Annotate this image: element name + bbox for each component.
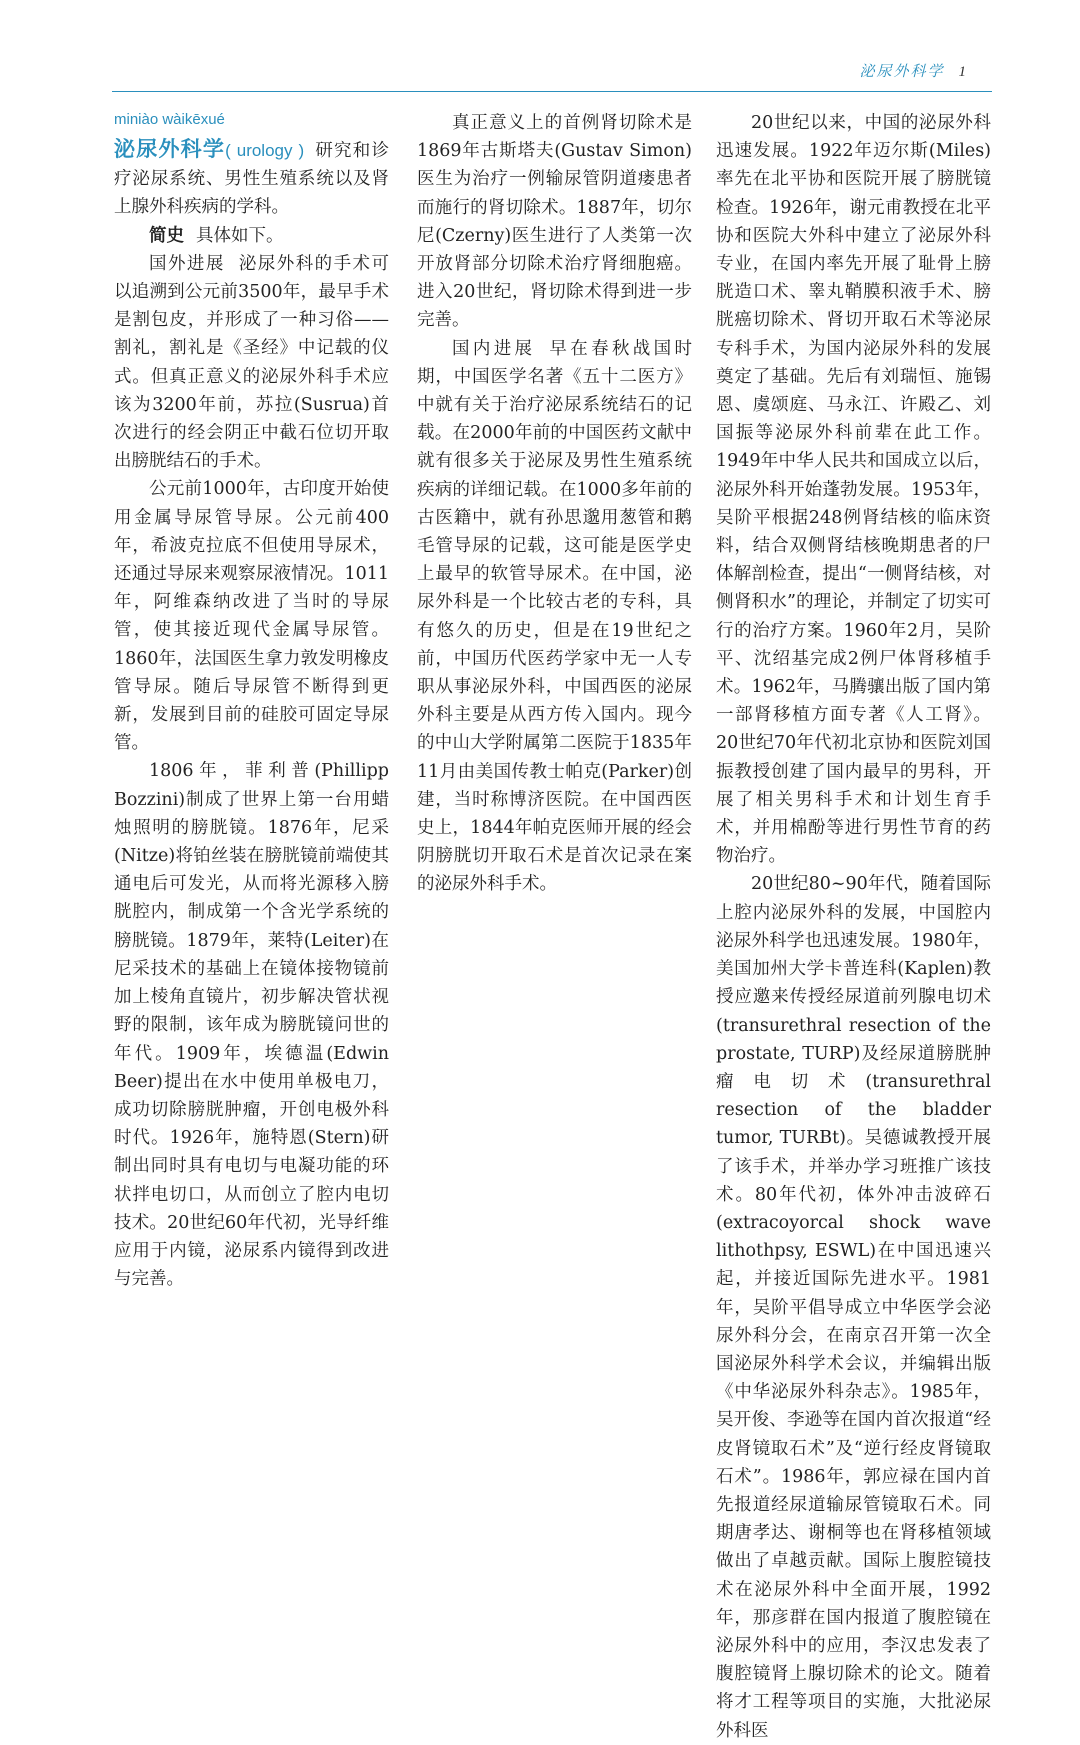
text-column-3 — [716, 109, 991, 1741]
history-intro: 具体如下。 — [196, 225, 284, 246]
header-rule — [112, 91, 992, 92]
foreign-text-1: 泌尿外科的手术可以追溯到公元前3500年，最早手术是割包皮，并形成了一种习俗——割礼，割礼是《圣经》中记载的仪式。但真正意义的泌尿外科手术应该为3200年前，苏拉(Susrua)首次进行的经会阴正中截石位切开取出膀胱结石的手术。 — [114, 253, 390, 472]
foreign-paragraph-1 — [114, 250, 389, 476]
entry-pinyin: miniào wàikēxué — [114, 111, 225, 128]
foreign-heading: 国外进展 — [149, 253, 225, 274]
domestic-paragraph-2: 20世纪以来，中国的泌尿外科迅速发展。1922年迈尔斯(Miles)率先在北平协和医院开展了膀胱镜检查。1926年，谢元甫教授在北平协和医院大外科中建立了泌尿外科专业，在国内率先开展了耻骨上膀胱造口术、睾丸鞘膜积液手术、膀胱癌切除术、肾切开取石术等泌尿专科手术，为国内泌尿外科的发展奠定了基础。先后有刘瑞恒、施锡恩、虞颂庭、马永江、许殿乙、刘国振等泌尿外科前辈在此工作。1949年中华人民共和国成立以后，泌尿外科开始蓬勃发展。1953年，吴阶平根据248例肾结核的临床资料，结合双侧肾结核晚期患者的尸体解剖检查，提出“一侧肾结核，对侧肾积水”的理论，并制定了切实可行的治疗方案。1960年2月，吴阶平、沈绍基完成2例尸体肾移植手术。1962年，马腾骧出版了国内第一部肾移植方面专著《人工肾》。20世纪70年代初北京协和医院刘国振教授创建了国内最早的男科，开展了相关男科手术和计划生育手术，并用棉酚等进行男性节育的药物治疗。 — [716, 113, 991, 867]
page-number: 1 — [958, 64, 968, 80]
text-column-1 — [114, 109, 389, 1293]
domestic-paragraph-1 — [417, 335, 692, 899]
running-title: 泌尿外科学 — [859, 62, 945, 80]
entry-paragraph — [114, 135, 389, 222]
entry-title: 泌尿外科学 — [114, 137, 226, 161]
entry-definition: 研究和诊疗泌尿系统、男性生殖系统以及肾上腺外科疾病的学科。 — [114, 141, 390, 218]
domestic-text-1: 早在春秋战国时期，中国医学名著《五十二医方》中就有关于治疗泌尿系统结石的记载。在2000年前的中国医药文献中就有很多关于泌尿及男性生殖系统疾病的详细记载。在1000多年前的古医籍中，就有孙思邈用葱管和鹅毛管导尿的记载，这可能是医学史上最早的软管导尿术。在中国，泌尿外科是一个比较古老的专科，具有悠久的历史，但是在19世纪之前，中国历代医药学家中无一人专职从事泌尿外科，中国西医的泌尿外科主要是从西方传入国内。现今的中山大学附属第二医院于1835年11月由美国传教士帕克(Parker)创建，当时称博济医院。在中国西医史上，1844年帕克医师开展的经会阴膀胱切开取石术是首次记录在案的泌尿外科手术。 — [417, 338, 693, 895]
domestic-paragraph-3: 20世纪80~90年代，随着国际上腔内泌尿外科的发展，中国腔内泌尿外科学也迅速发展。1980年，美国加州大学卡普连科(Kaplen)教授应邀来传授经尿道前列腺电切术(transurethral resection of the prostate, TURP)及经尿道膀胱肿瘤电切术(transurethral resection of the bladder tumor, TURBt)。吴德诚教授开展了该手术，并举办学习班推广该技术。80年代初，体外冲击波碎石(extracoyorcal shock wave lithothpsy, ESWL)在中国迅速兴起，并接近国际先进水平。1981年，吴阶平倡导成立中华医学会泌尿外科分会，在南京召开第一次全国泌尿外科学术会议，并编辑出版《中华泌尿外科杂志》。1985年，吴开俊、李逊等在国内首次报道“经皮肾镜取石术”及“逆行经皮肾镜取石术”。1986年，郭应禄在国内首先报道经尿道输尿管镜取石术。同期唐孝达、谢桐等也在肾移植领域做出了卓越贡献。国际上腹腔镜技术在泌尿外科中全面开展，1992年，那彦群在国内报道了腹腔镜在泌尿外科中的应用，李汉忠发表了腹腔镜肾上腺切除术的论文。随着将才工程等项目的实施，大批泌尿外科医 — [716, 874, 991, 1741]
history-heading: 简史 — [149, 225, 184, 246]
text-column-2 — [417, 109, 692, 899]
entry-english: ( urology ) — [225, 141, 305, 160]
foreign-paragraph-3: 1806年，菲利普(Phillipp Bozzini)制成了世界上第一台用蜡烛照明的膀胱镜。1876年，尼采(Nitze)将铂丝装在膀胱镜前端使其通电后可发光，从而将光源移入膀胱腔内，制成第一个含光学系统的膀胱镜。1879年，莱特(Leiter)在尼采技术的基础上在镜体接物镜前加上棱角直镜片，初步解决管状视野的限制，该年成为膀胱镜问世的年代。1909年，埃德温(Edwin Beer)提出在水中使用单极电刀，成功切除膀胱肿瘤，开创电极外科时代。1926年，施特恩(Stern)研制出同时具有电切与电凝功能的环状拌电切口，从而创立了腔内电切技术。20世纪60年代初，光导纤维应用于内镜，泌尿系内镜得到改进与完善。 — [114, 761, 389, 1290]
foreign-paragraph-4: 真正意义上的首例肾切除术是1869年古斯塔夫(Gustav Simon)医生为治疗一例输尿管阴道瘘患者而施行的肾切除术。1887年，切尔尼(Czerny)医生进行了人类第一次开放肾部分切除术治疗肾细胞癌。进入20世纪，肾切除术得到进一步完善。 — [417, 113, 692, 331]
history-paragraph — [114, 222, 389, 250]
foreign-paragraph-2: 公元前1000年，古印度开始使用金属导尿管导尿。公元前400年，希波克拉底不但使用导尿术，还通过导尿来观察尿液情况。1011年，阿维森纳改进了当时的导尿管，使其接近现代金属导尿管。1860年，法国医生拿力敦发明橡皮管导尿。随后导尿管不断得到更新，发展到目前的硅胶可固定导尿管。 — [114, 479, 389, 754]
domestic-heading: 国内进展 — [452, 338, 536, 359]
running-head — [859, 60, 968, 81]
